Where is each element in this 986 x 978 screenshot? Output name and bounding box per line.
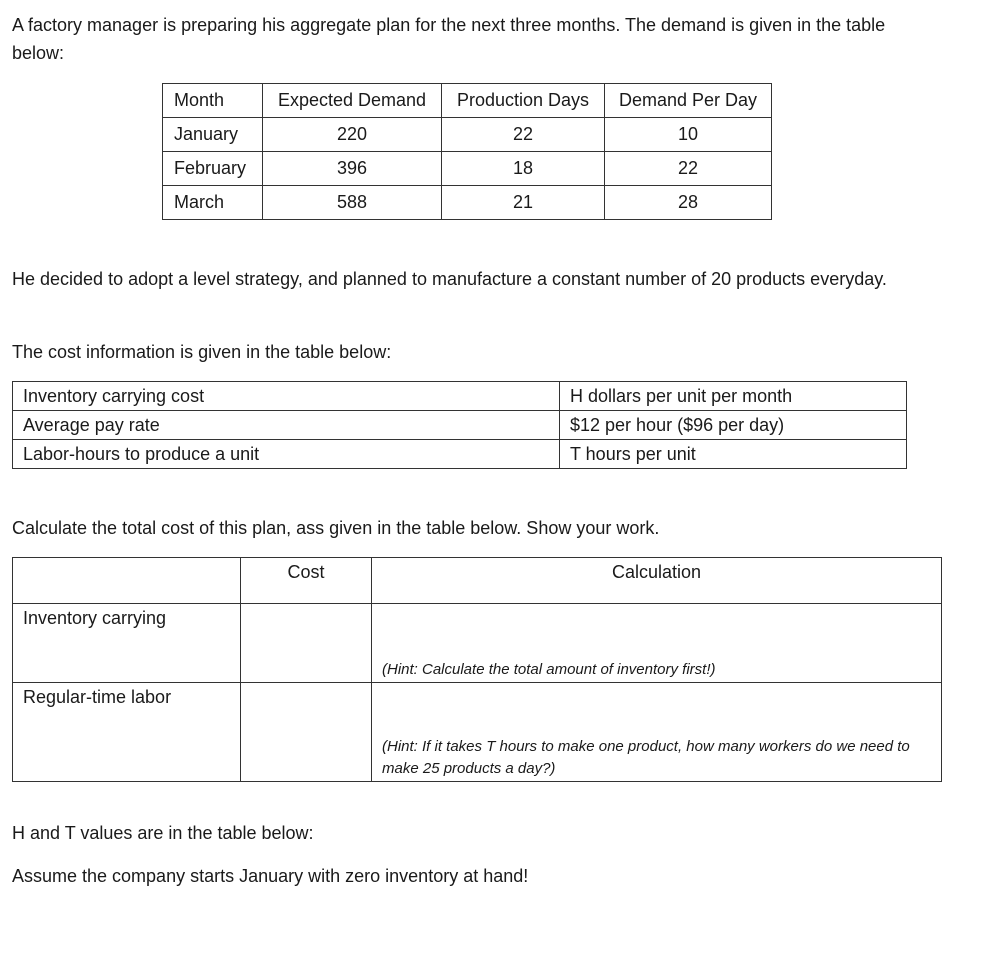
table-row <box>13 683 942 782</box>
hint-text: (Hint: Calculate the total amount of inventory first!) <box>382 661 716 678</box>
cost-intro: The cost information is given in the table below: <box>12 342 392 362</box>
assume-note: Assume the company starts January with zero inventory at hand! <box>12 866 529 886</box>
cell-month: March <box>163 186 263 220</box>
table-row <box>163 186 772 220</box>
cost-info-table <box>12 381 907 469</box>
row-label-regular-time-labor: Regular-time labor <box>13 683 241 782</box>
header-cost: Cost <box>241 558 372 604</box>
demand-table <box>162 83 772 220</box>
cost-input-cell[interactable] <box>241 683 372 782</box>
calculation-table <box>12 557 942 782</box>
cell-production-days: 18 <box>442 152 605 186</box>
cell-production-days: 22 <box>442 118 605 152</box>
cell-month: February <box>163 152 263 186</box>
table-row <box>13 604 942 683</box>
table-row <box>163 152 772 186</box>
cell-expected-demand: 220 <box>263 118 442 152</box>
cell-month: January <box>163 118 263 152</box>
row-label-inventory-carrying: Inventory carrying <box>13 604 241 683</box>
cost-item-value: H dollars per unit per month <box>560 382 907 411</box>
cost-input-cell[interactable] <box>241 604 372 683</box>
table-row <box>13 440 907 469</box>
header-production-days: Production Days <box>442 84 605 118</box>
cost-item-label: Inventory carrying cost <box>13 382 560 411</box>
calculation-input-cell[interactable] <box>372 604 942 683</box>
cell-expected-demand: 588 <box>263 186 442 220</box>
table-header-row <box>163 84 772 118</box>
cell-expected-demand: 396 <box>263 152 442 186</box>
header-month: Month <box>163 84 263 118</box>
table-row <box>13 411 907 440</box>
cost-item-value: T hours per unit <box>560 440 907 469</box>
calc-intro: Calculate the total cost of this plan, ass given in the table below. Show your work. <box>12 518 660 538</box>
calculation-input-cell[interactable] <box>372 683 942 782</box>
cell-demand-per-day: 22 <box>605 152 772 186</box>
cost-item-label: Labor-hours to produce a unit <box>13 440 560 469</box>
table-header-row <box>13 558 942 604</box>
header-expected-demand: Expected Demand <box>263 84 442 118</box>
header-calculation: Calculation <box>372 558 942 604</box>
cell-production-days: 21 <box>442 186 605 220</box>
intro-paragraph: A factory manager is preparing his aggregate plan for the next three months. The demand is given in the table below: <box>12 15 886 63</box>
hint-text: (Hint: If it takes T hours to make one product, how many workers do we need to make 25 products a day?) <box>382 738 910 777</box>
cost-item-value: $12 per hour ($96 per day) <box>560 411 907 440</box>
cell-demand-per-day: 28 <box>605 186 772 220</box>
strategy-paragraph: He decided to adopt a level strategy, and planned to manufacture a constant number of 20 products everyday. <box>12 269 887 289</box>
table-row <box>13 382 907 411</box>
header-demand-per-day: Demand Per Day <box>605 84 772 118</box>
table-row <box>163 118 772 152</box>
header-blank <box>13 558 241 604</box>
cell-demand-per-day: 10 <box>605 118 772 152</box>
cost-item-label: Average pay rate <box>13 411 560 440</box>
ht-note: H and T values are in the table below: <box>12 823 314 843</box>
